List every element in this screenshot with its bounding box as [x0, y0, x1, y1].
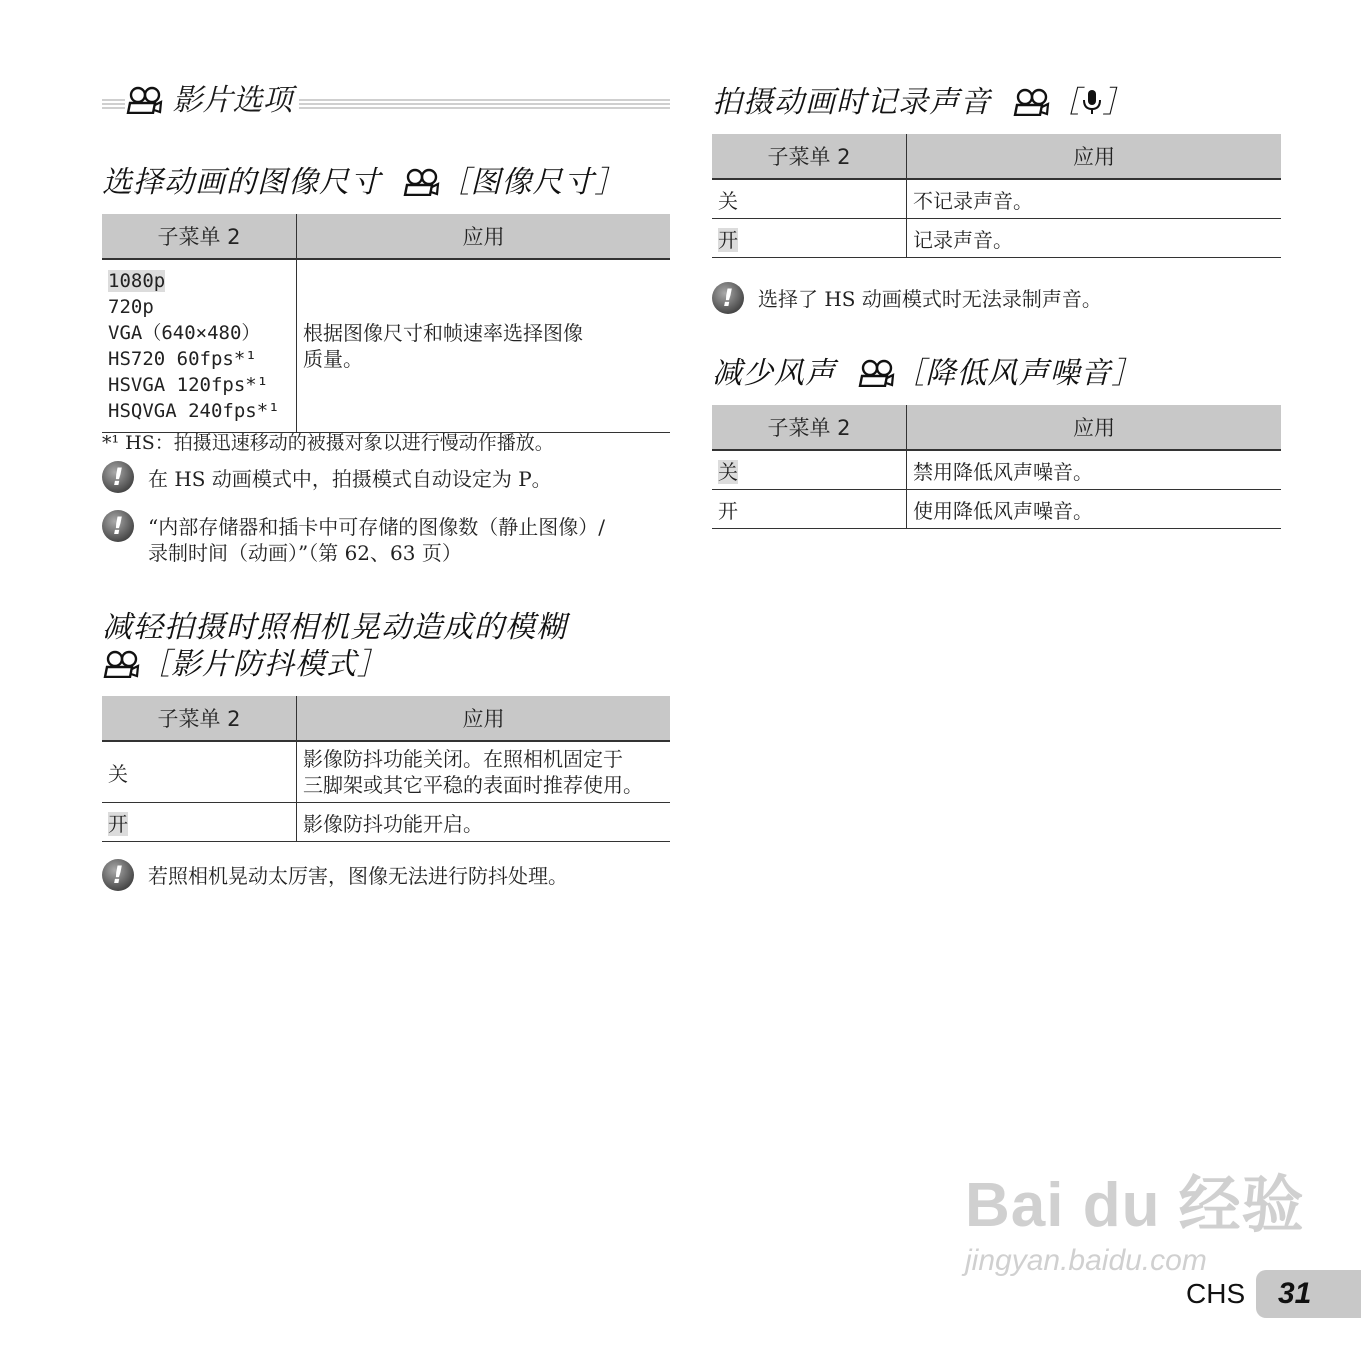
row-description: 禁用降低风声噪音。 [907, 450, 1282, 490]
stabilizer-heading-line2 [102, 639, 388, 683]
description-line: 根据图像尺寸和帧速率选择图像 [303, 321, 583, 345]
section-title-text: 影片选项 [172, 83, 293, 118]
table-header-application: 应用 [297, 696, 671, 741]
caution-icon: ! [712, 282, 744, 314]
option-off-cell [712, 450, 907, 490]
option-on: 开 [712, 490, 907, 529]
table-row [712, 219, 1281, 258]
bracket-close: ］ [1102, 85, 1134, 120]
hs-footnote: *¹ HS：拍摄迅速移动的被摄对象以进行慢动作播放。 [102, 432, 554, 454]
image-size-menu-name: ［图像尺寸］ [439, 165, 626, 200]
note-storage [148, 514, 605, 566]
table-header-application: 应用 [907, 405, 1282, 450]
note-line: “内部存储器和插卡中可存储的图像数（静止图像）/ [148, 515, 605, 539]
note-line: 录制时间（动画）”（第 62、63 页） [148, 541, 462, 565]
caution-icon: ! [102, 461, 134, 493]
note-shake: 若照相机晃动太厉害，图像无法进行防抖处理。 [148, 864, 568, 888]
sound-heading [712, 77, 1134, 121]
table-header-submenu: 子菜单 2 [712, 134, 907, 179]
note-hs-mode: 在 HS 动画模式中，拍摄模式自动设定为 P。 [148, 467, 552, 491]
description-line: 三脚架或其它平稳的表面时推荐使用。 [303, 773, 643, 797]
microphone-icon [1081, 88, 1103, 116]
watermark-brand: Bai du 经验 [965, 1171, 1305, 1240]
baidu-watermark [965, 1155, 1305, 1278]
movie-icon [857, 359, 895, 387]
caution-icon: ! [102, 510, 134, 542]
language-label: CHS [1186, 1278, 1246, 1309]
option-off: 关 [712, 179, 907, 219]
row-description: 不记录声音。 [907, 179, 1282, 219]
sound-heading-text: 拍摄动画时记录声音 [712, 85, 991, 120]
sound-table [712, 134, 1281, 258]
stabilizer-heading: 减轻拍摄时照相机晃动造成的模糊 [102, 610, 567, 645]
note-sound: 选择了 HS 动画模式时无法录制声音。 [758, 287, 1102, 311]
movie-icon [1012, 88, 1050, 116]
movie-icon [402, 168, 440, 196]
description-line: 质量。 [303, 347, 363, 371]
option-off: 关 [102, 741, 297, 803]
table-header-application: 应用 [907, 134, 1282, 179]
bracket-open: ［ [1049, 85, 1081, 120]
row-description: 影像防抖功能开启。 [297, 803, 671, 842]
option-on: 开 [718, 227, 738, 252]
table-header-submenu: 子菜单 2 [102, 214, 297, 259]
option-off: 关 [718, 459, 738, 484]
image-size-heading-text: 选择动画的图像尺寸 [102, 165, 381, 200]
description-line: 影像防抖功能关闭。在照相机固定于 [303, 747, 623, 771]
section-title [125, 75, 299, 119]
row-description [297, 741, 671, 803]
page-number: 31 [1256, 1270, 1361, 1318]
table-header-application: 应用 [297, 214, 671, 259]
option-on-cell [102, 803, 297, 842]
row-description: 记录声音。 [907, 219, 1282, 258]
movie-icon [125, 86, 163, 114]
table-header-submenu: 子菜单 2 [102, 696, 297, 741]
option-1080p: 1080p [108, 270, 166, 292]
table-header-submenu: 子菜单 2 [712, 405, 907, 450]
table-row [712, 179, 1281, 219]
image-size-table [102, 214, 670, 433]
image-size-heading [102, 157, 626, 201]
image-size-description [297, 259, 671, 433]
option-hsvga: HSVGA 120fps*¹ [108, 374, 269, 396]
image-size-options [102, 259, 297, 433]
wind-heading-text: 减少风声 [712, 356, 836, 391]
stabilizer-menu-name: ［影片防抖模式］ [140, 647, 388, 682]
row-description: 使用降低风声噪音。 [907, 490, 1282, 529]
option-vga: VGA（640×480） [108, 322, 261, 344]
caution-icon: ! [102, 859, 134, 891]
option-on: 开 [108, 811, 128, 836]
table-row [102, 741, 670, 803]
option-720p: 720p [108, 296, 154, 318]
table-row [102, 803, 670, 842]
table-row [712, 450, 1281, 490]
table-row [712, 490, 1281, 529]
wind-heading [712, 348, 1143, 392]
option-on-cell [712, 219, 907, 258]
wind-table [712, 405, 1281, 529]
option-hsqvga: HSQVGA 240fps*¹ [108, 400, 280, 422]
wind-menu-name: ［降低风声噪音］ [894, 356, 1143, 391]
movie-icon [102, 650, 140, 678]
stabilizer-table [102, 696, 670, 842]
option-hs720: HS720 60fps*¹ [108, 348, 257, 370]
watermark-url: jingyan.baidu.com [965, 1244, 1207, 1277]
